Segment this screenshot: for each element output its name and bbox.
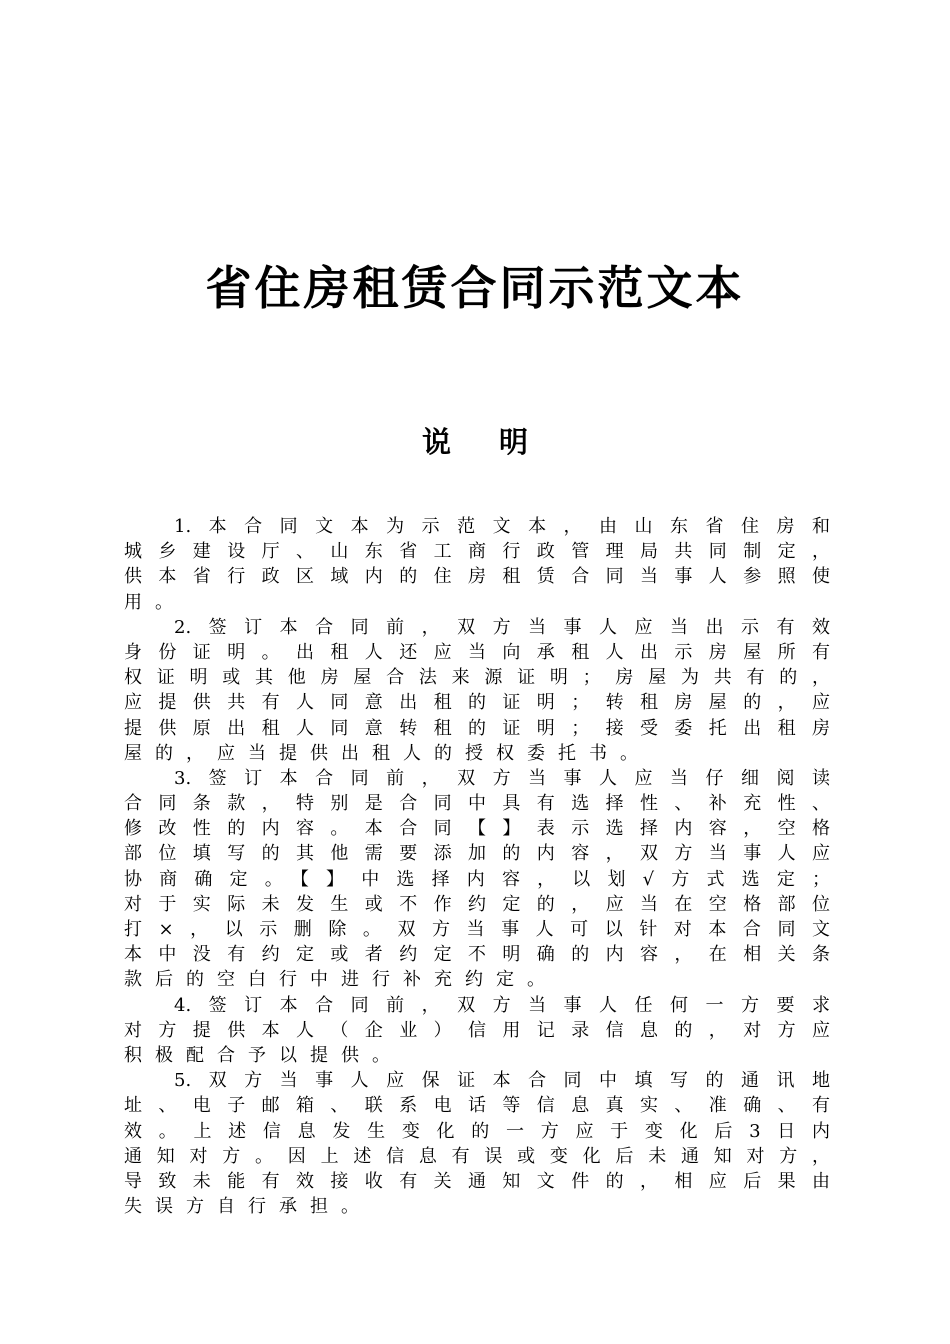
text-line: 屋的，应当提供出租人的授权委托书。: [124, 742, 651, 764]
text-line: 5.双方当事人应保证本合同中填写的通讯地: [174, 1070, 830, 1092]
text-line: 修改性的内容。本合同【】表示选择内容，空格: [124, 818, 830, 840]
text-line: 2.签订本合同前，双方当事人应当出示有效: [174, 616, 830, 638]
text-line: 打×，以示删除。双方当事人可以针对本合同文: [124, 919, 830, 940]
text-line: 1.本合同文本为示范文本，由山东省住房和: [174, 516, 830, 537]
text-line: 用。: [124, 591, 186, 613]
text-line: 部位填写的其他需要添加的内容，双方当事人应: [124, 843, 830, 865]
text-line: 款后的空白行中进行补充约定。: [124, 969, 558, 991]
text-line: 通知对方。因上述信息有误或变化后未通知对方，: [124, 1145, 830, 1167]
text-line: 供本省行政区域内的住房租赁合同当事人参照使: [124, 566, 830, 588]
text-line: 提供原出租人同意转租的证明；接受委托出租房: [124, 717, 830, 739]
text-line: 积极配合予以提供。: [124, 1044, 403, 1066]
text-line: 应提供共有人同意出租的证明；转租房屋的，应: [124, 692, 830, 714]
text-line: 导致未能有效接收有关通知文件的，相应后果由: [124, 1170, 830, 1192]
text-line: 对于实际未发生或不作约定的，应当在空格部位: [124, 893, 830, 915]
text-line: 本中没有约定或者约定不明确的内容，在相关条: [124, 944, 830, 966]
text-line: 址、电子邮箱、联系电话等信息真实、准确、有: [124, 1095, 830, 1117]
text-line: 城乡建设厅、山东省工商行政管理局共同制定，: [124, 541, 830, 563]
text-line: 合同条款，特别是合同中具有选择性、补充性、: [124, 793, 830, 815]
text-line: 身份证明。出租人还应当向承租人出示房屋所有: [124, 641, 830, 663]
text-line: 4.签订本合同前，双方当事人任何一方要求: [174, 994, 830, 1016]
document-title: 省住房租赁合同示范文本: [205, 261, 745, 315]
text-line: 3.签订本合同前，双方当事人应当仔细阅读: [174, 767, 830, 789]
text-line: 协商确定。【】中选择内容，以划√方式选定；: [124, 868, 830, 890]
text-line: 对方提供本人（企业）信用记录信息的，对方应: [124, 1019, 830, 1041]
text-line: 失误方自行承担。: [124, 1196, 372, 1218]
text-line: 权证明或其他房屋合法来源证明；房屋为共有的，: [124, 667, 830, 689]
text-line: 效。上述信息发生变化的一方应于变化后3日内: [124, 1120, 830, 1142]
instructions-body: [124, 514, 830, 1219]
section-heading: 说明: [421, 425, 576, 459]
